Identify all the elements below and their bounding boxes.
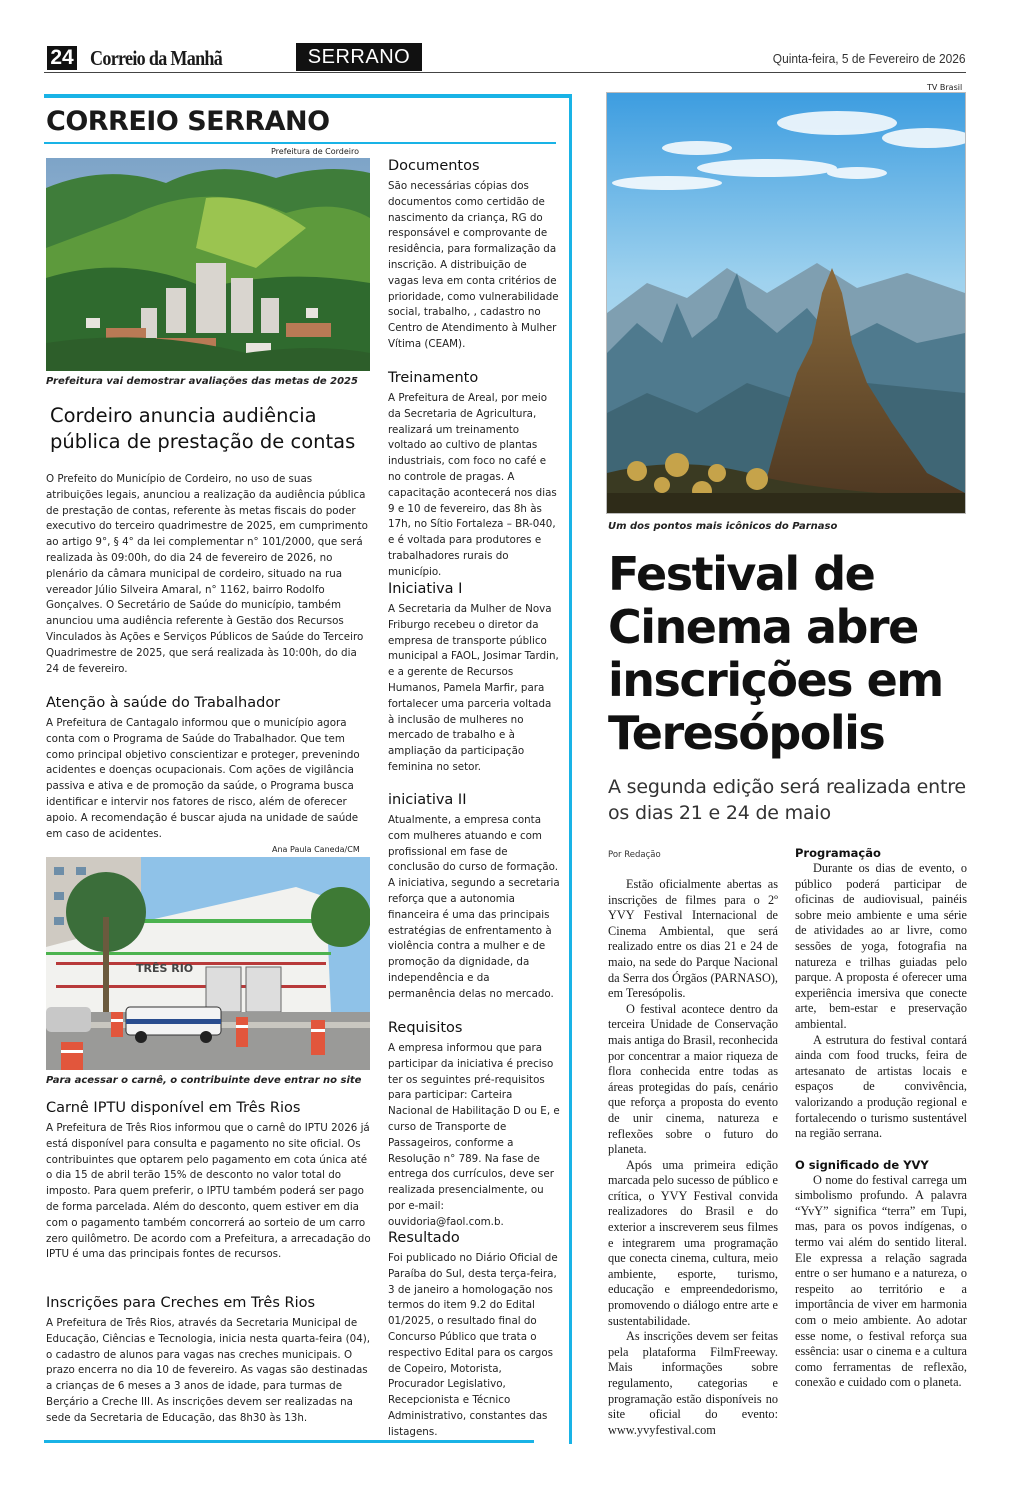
paragraph: O nome do festival carrega um simbolismo profundo. A palavra “YvY” significa “terra” em Tupi, mas, para os povos indígenas, o termo vai além do sentido literal. Ele expressa a relação sagrada entre o ser humano e a natureza, o respeito ao território e a importância de viver em harmonia com o meio ambiente. Ao adotar esse nome, o festival reforça sua essência: usar o cinema e a cultura como ferramentas de reflexão, conexão e cuidado com o planeta. bbox=[795, 1172, 967, 1390]
article-subhead: Carnê IPTU disponível em Três Rios bbox=[46, 1100, 301, 1116]
section-title: CORREIO SERRANO bbox=[46, 106, 330, 137]
page-number: 24 bbox=[47, 46, 77, 70]
article-body: A Prefeitura de Cantagalo informou que o município agora conta com o Programa de Saúde do Trabalhador. Que tem como principal objetivo conscientizar e proteger, prevenindo acidentes e doenças ocupacionais. Com ações de vigilância passiva e ativa e de promoção da saúde, o Programa busca identificar e intervir nos fatores de risco, além de oferecer apoio. A recomendação é buscar ajuda na unidade de saúde em caso de acidentes. bbox=[46, 717, 360, 840]
photo-credit: Prefeitura de Cordeiro bbox=[271, 147, 360, 156]
side-subhead: Resultado bbox=[388, 1230, 460, 1246]
paragraph: Estão oficialmente abertas as inscrições de filmes para o 2º YVY Festival Internacional de Cinema Ambiental, que será realizado entre os dias 21 e 24 de maio, na sede do Parque Nacional da Serra dos Órgãos (PARNASO), em Teresópolis. bbox=[608, 877, 778, 1001]
tres-rios-building-photo bbox=[46, 857, 370, 1070]
article-subhead: Inscrições para Creches em Três Rios bbox=[46, 1295, 316, 1311]
side-subhead: Requisitos bbox=[388, 1020, 463, 1036]
photo-caption: Para acessar o carnê, o contribuinte deve entrar no site bbox=[46, 1075, 362, 1086]
byline: Por Redação bbox=[608, 850, 661, 860]
issue-date: Quinta-feira, 5 de Fevereiro de 2026 bbox=[773, 51, 966, 66]
side-body: Foi publicado no Diário Oficial de Paraíba do Sul, desta terça-feira, 3 de janeiro a homologação nos termos do item 9.2 do Edital 01/2025, o resultado final do Concurso Público que trata o respectivo Edital para os cargos de Copeiro, Motorista, Procurador Legislativo, Recepcionista e Técnico Administrativo, constantes das listagens. bbox=[388, 1252, 558, 1438]
side-body: A Prefeitura de Areal, por meio da Secretaria de Agricultura, realizará um treinamento voltado ao cultivo de plantas industriais, com foco no café e no controle de pragas. A capacitação acontecerá nos dias 9 e 10 de fevereiro, das 8h às 17h, no Sítio Fortaleza – BR-040, e é voltada para produtores e trabalhadores rurais do município. bbox=[388, 392, 557, 578]
main-headline: Festival de Cinema abre inscrições em Teresópolis bbox=[608, 547, 943, 760]
box-right-border bbox=[569, 94, 572, 1444]
paragraph: Durante os dias de evento, o público poderá participar de oficinas de audiovisual, painéis sobre meio ambiente e uma série de atividades ao ar livre, como sessões de yoga, fotografia na natureza e trilhas guiadas pelo parque. A proposta é oferecer uma experiência imersiva que conecte arte, bem-estar e preservação ambiental. bbox=[795, 861, 967, 1031]
box-top-border bbox=[44, 94, 572, 98]
main-column-1 bbox=[608, 877, 778, 1438]
paragraph: As inscrições devem ser feitas pela plataforma FilmFreeway. Mais informações sobre regulamento, categorias e programação estão disponíveis no site oficial do evento: www.yvyfestival.com bbox=[608, 1329, 778, 1437]
section-label: SERRANO bbox=[296, 43, 422, 71]
column-subhead: Programação bbox=[795, 846, 881, 860]
side-subhead: Iniciativa I bbox=[388, 581, 463, 597]
photo-caption: Prefeitura vai demostrar avaliações das metas de 2025 bbox=[46, 376, 358, 387]
side-subhead: Treinamento bbox=[388, 370, 479, 386]
building-sign: TRÊS RIO bbox=[136, 962, 194, 975]
parnaso-mountain-photo bbox=[607, 93, 965, 513]
article-body: A Prefeitura de Três Rios, através da Secretaria Municipal de Educação, Ciências e Tecnologia, inicia nesta quarta-feira (04), o cadastro de alunos para vagas nas creches municipais. O prazo encerra no dia 10 de fevereiro. As vagas são destinadas a crianças de 6 meses a 3 anos de idade, para turmas de Berçário a Creche III. As inscrições devem ser realizadas na sede da Secretaria de Educação, das 8h30 às 13h. bbox=[46, 1317, 371, 1424]
article-body: A Prefeitura de Três Rios informou que o carnê do IPTU 2026 já está disponível para consulta e pagamento no site oficial. Os contribuintes que optarem pelo pagamento em cota única até o dia 15 de abril terão 15% de desconto no valor total do imposto. Para quem preferir, o IPTU também poderá ser pago de forma parcelada. Além do desconto, quem estiver em dia com o pagamento também concorrerá ao sorteio de um carro zero quilômetro. De acordo com a Prefeitura, a arrecadação do IPTU é uma das principais fontes de recursos. bbox=[46, 1122, 371, 1261]
photo-caption: Um dos pontos mais icônicos do Parnaso bbox=[608, 521, 838, 532]
newspaper-brand: Correio da Manhã bbox=[90, 46, 223, 70]
paragraph: Após uma primeira edição marcada pelo sucesso de público e crítica, o YVY Festival convida realizadores do Brasil e do exterior a inscreverem seus filmes e integrarem uma programação que conecta cinema, cultura, meio ambiente, esporte, turismo, educação e empreendedorismo, promovendo o diálogo entre arte e sustentabilidade. bbox=[608, 1157, 778, 1328]
side-body: São necessárias cópias dos documentos como certidão de nascimento da criança, RG do responsável e comprovante de residência, para formalização da inscrição. A distribuição de vagas leva em conta critérios de prioridade, como vulnerabilidade social, trabalho, , cadastro no Centro de Atendimento à Mulher Vítima (CEAM). bbox=[388, 180, 559, 350]
side-body: A Secretaria da Mulher de Nova Friburgo recebeu o diretor da empresa de transporte público municipal a FAOL, Josimar Tardin, e a gerente de Recursos Humanos, Pamela Marfir, para fortalecer uma parceria voltada à inclusão de mulheres no mercado de trabalho e à ampliação da participação feminina no setor. bbox=[388, 603, 559, 773]
side-subhead: Documentos bbox=[388, 158, 480, 174]
header-rule bbox=[44, 72, 966, 73]
photo-credit: Ana Paula Caneda/CM bbox=[272, 845, 360, 854]
paragraph: A estrutura do festival contará ainda com food trucks, feira de artesanato de artistas locais e espaços de convivência, valorizando a produção regional e fortalecendo o turismo sustentável na região serrana. bbox=[795, 1032, 967, 1141]
side-body: Atualmente, a empresa conta com mulheres atuando e com profissional em fase de conclusão do curso de formação. A iniciativa, segundo a secretaria reforça que a autonomia financeira é uma das principais estratégias de enfrentamento à violência contra a mulher e de promoção da dignidade, da independência e da permanência delas no mercado. bbox=[388, 814, 560, 1000]
photo-credit: TV Brasil bbox=[927, 83, 963, 92]
main-deck: A segunda edição será realizada entre os dias 21 e 24 de maio bbox=[608, 776, 966, 824]
article-body: O Prefeito do Município de Cordeiro, no uso de suas atribuições legais, anunciou a realização da audiência pública de prestação de contas, referente às metas fiscais do poder executivo do terceiro quadrimestre de 2025, em cumprimento ao artigo 9°, § 4° da lei complementar n° 101/2000, que será realizada às 09:00h, do dia 24 de fevereiro de 2026, no plenário da câmara municipal de cordeiro, situado na rua vereador Júlio Silveira Amaral, n° 1162, bairro Rodolfo Gonçalves. O Secretário de Saúde do município, também anunciou uma audiência referente à Gestão dos Recursos Vinculados às Ações e Serviços Públicos de Saúde do Terceiro Quadrimestre de 2025, que será realizada às 10:00h, do dia 24 de fevereiro. bbox=[46, 473, 368, 675]
section-title-rule bbox=[44, 142, 556, 144]
main-column-2 bbox=[795, 846, 967, 1391]
article-subhead: Atenção à saúde do Trabalhador bbox=[46, 695, 281, 711]
column-subhead: O significado de YVY bbox=[795, 1157, 929, 1172]
paragraph: O festival acontece dentro da terceira Unidade de Conservação mais antiga do Brasil, reconhecida por concentrar a maior riqueza de flora conhecida entre todas as áreas protegidas do país, cenário que reforça a proposta do evento de unir cinema, natureza e reflexões sobre o futuro do planeta. bbox=[608, 1001, 778, 1157]
side-subhead: iniciativa II bbox=[388, 792, 467, 808]
side-body: A empresa informou que para participar da iniciativa é preciso ter os seguintes pré-requisitos para participar: Carteira Nacional de Habilitação D ou E, e curso de Transporte de Passageiros, conforme a Resolução n° 789. Na fase de entrega dos currículos, deve ser realizada presencialmente, ou por e-mail: ouvidoria@faol.com.b. bbox=[388, 1042, 560, 1228]
article-headline: Cordeiro anuncia audiência pública de prestação de contas bbox=[50, 404, 356, 453]
cordeiro-city-photo bbox=[46, 158, 370, 371]
